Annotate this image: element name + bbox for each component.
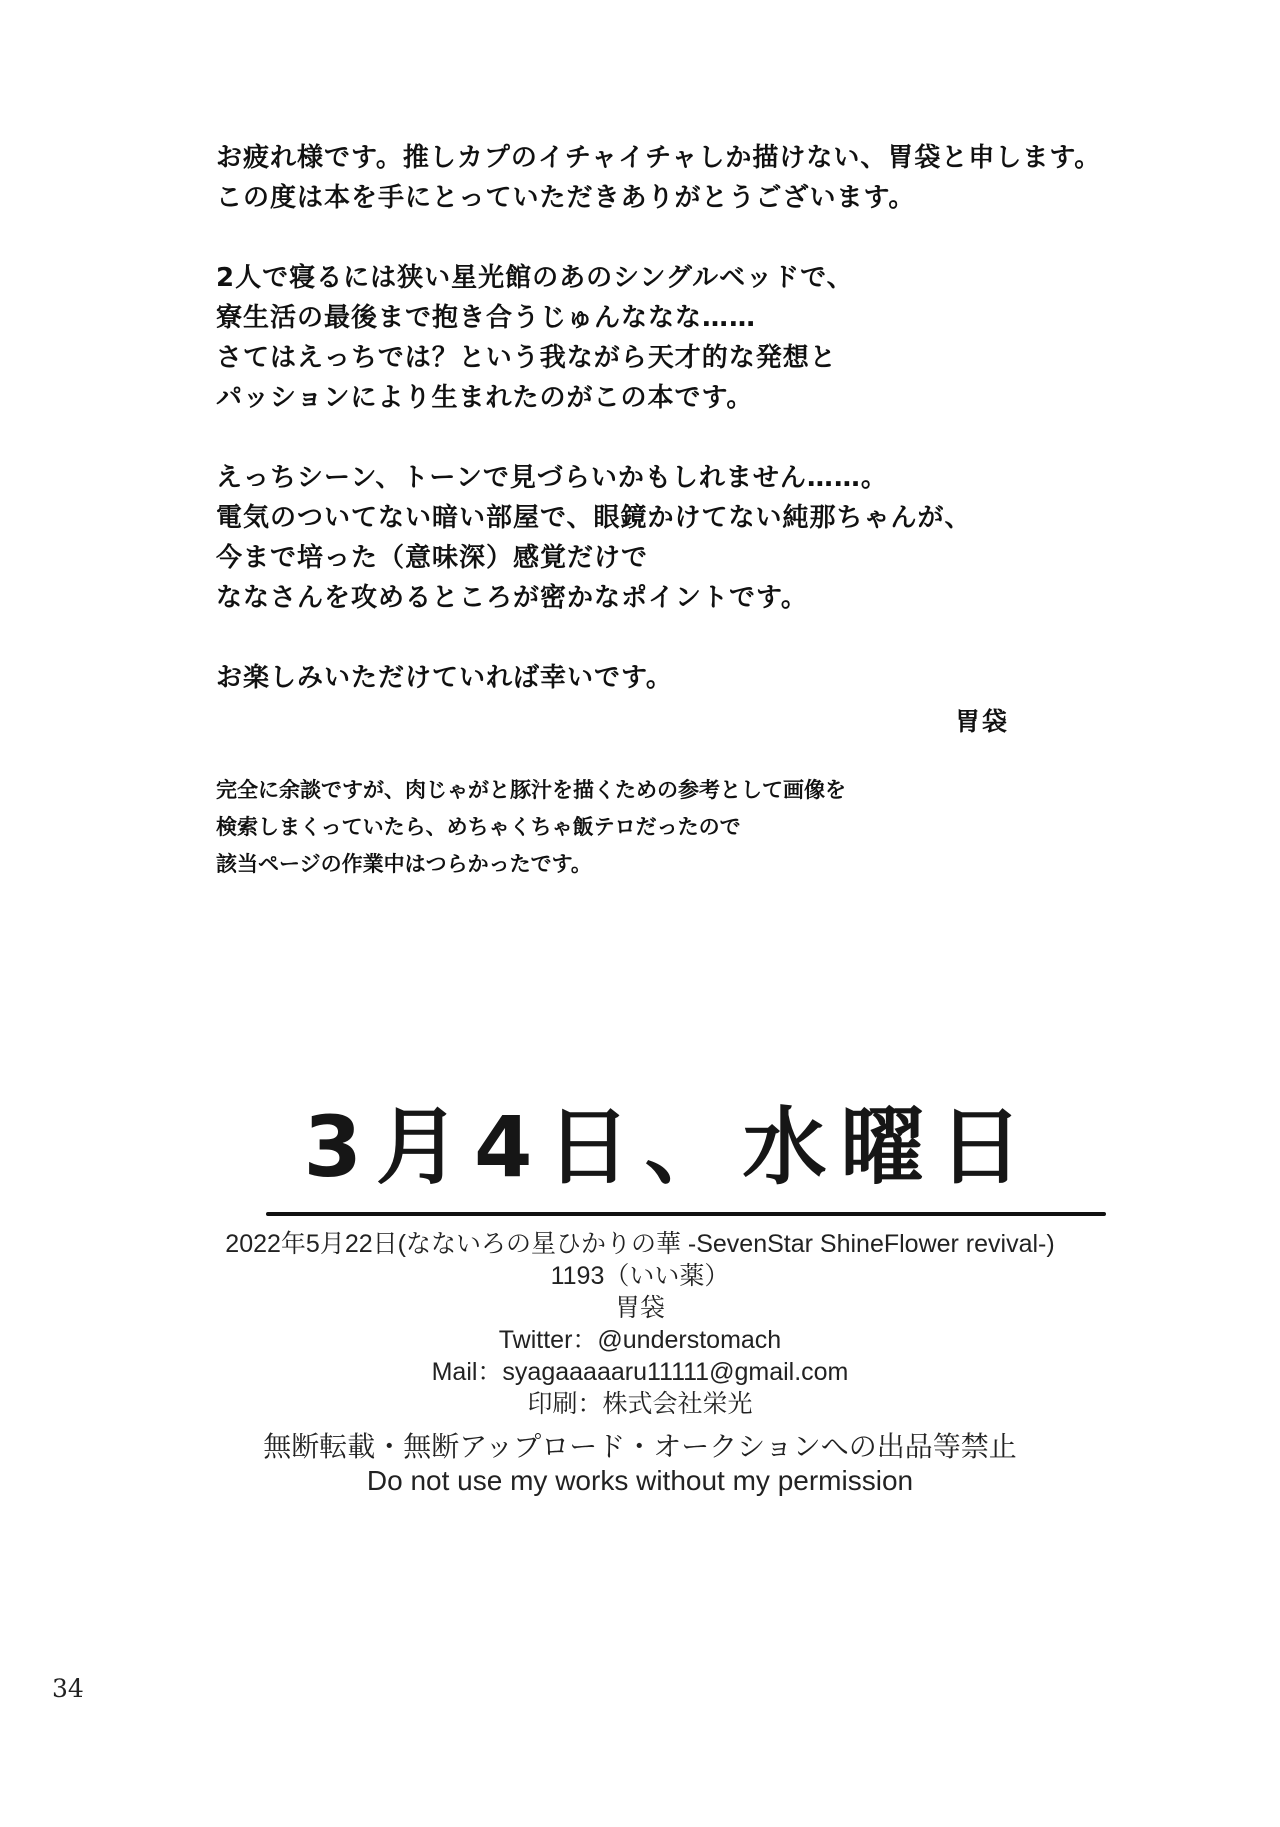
afterword-line: 電気のついてない暗い部屋で、眼鏡かけてない純那ちゃんが、: [216, 503, 972, 533]
colophon-date-event: 2022年5月22日(なないろの星ひかりの華 -SevenStar ShineFlower revival-): [225, 1230, 1055, 1258]
colophon-twitter: Twitter：@understomach: [498, 1326, 782, 1354]
afterword-line: 寮生活の最後まで抱き合うじゅんななな……: [216, 303, 757, 333]
afterword-line: さてはえっちでは？という我ながら天才的な発想と: [216, 343, 837, 373]
title-underline: [266, 1212, 1106, 1216]
afterword-paragraph: [216, 138, 1176, 218]
page-number: 34: [52, 1674, 84, 1703]
afterword-line: ななさんを攻めるところが密かなポイントです。: [216, 583, 808, 613]
aside-line: 検索しまくっていたら、めちゃくちゃ飯テロだったので: [216, 815, 741, 839]
afterword-line: この度は本を手にとっていただきありがとうございます。: [216, 183, 916, 213]
aside-note: [216, 772, 846, 883]
author-signature: 胃袋: [955, 707, 1010, 736]
book-title: 3月4日、水曜日: [303, 1098, 1037, 1196]
afterword-paragraph: [216, 458, 1176, 618]
aside-line: 完全に余談ですが、肉じゃがと豚汁を描くための参考として画像を: [216, 778, 846, 802]
colophon-author: 胃袋: [614, 1294, 665, 1322]
colophon: [140, 1228, 1140, 1498]
afterword-line: 今まで培った（意味深）感覚だけで: [216, 543, 649, 573]
colophon-printer: 印刷：株式会社栄光: [527, 1390, 753, 1418]
afterword-line: えっちシーン、トーンで見づらいかもしれません……。: [216, 463, 888, 493]
aside-line: 該当ページの作業中はつらかったです。: [216, 852, 592, 876]
afterword-paragraph: [216, 658, 1176, 698]
afterword-line: パッションにより生まれたのがこの本です。: [216, 383, 754, 413]
colophon-circle: 1193（いい薬）: [550, 1262, 730, 1290]
colophon-notice-en: Do not use my works without my permission: [366, 1465, 914, 1496]
afterword-line: お楽しみいただけていれば幸いです。: [216, 663, 673, 693]
colophon-notice-jp: 無断転載・無断アップロード・オークションへの出品等禁止: [263, 1431, 1017, 1462]
afterword-line: 2人で寝るには狭い星光館のあのシングルベッドで、: [216, 263, 854, 293]
afterword-line: お疲れ様です。推しカプのイチャイチャしか描けない、胃袋と申します。: [216, 143, 1102, 173]
afterword-paragraph: [216, 258, 1176, 418]
afterword: [216, 138, 1176, 698]
colophon-mail: Mail：syagaaaaaru11111@gmail.com: [431, 1358, 849, 1386]
